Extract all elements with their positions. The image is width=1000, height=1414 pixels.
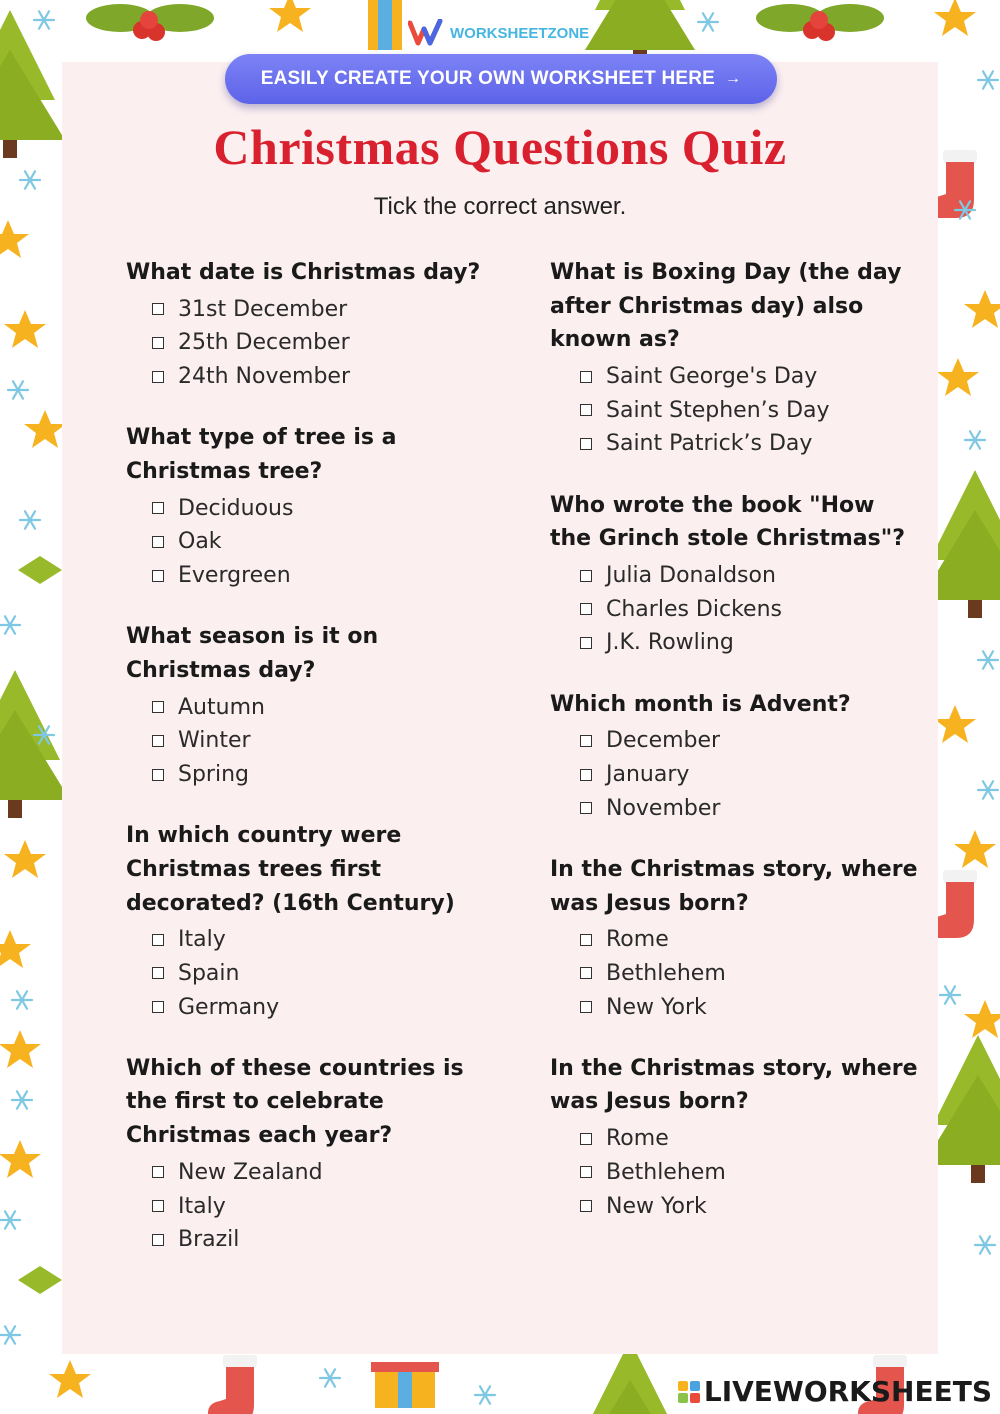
worksheetzone-logo [408, 18, 589, 48]
checkbox-icon[interactable] [580, 769, 592, 781]
checkbox-icon[interactable] [580, 404, 592, 416]
question-block [550, 688, 920, 825]
option-label: Charles Dickens [606, 596, 782, 622]
answer-option[interactable] [550, 427, 920, 461]
answer-option[interactable] [126, 724, 506, 758]
liveworksheets-text: LIVEWORKSHEETS [703, 1375, 992, 1408]
question-block [126, 620, 506, 791]
answer-option[interactable] [126, 293, 506, 327]
answer-option[interactable] [126, 326, 506, 360]
answer-option[interactable] [550, 923, 920, 957]
left-question-column [126, 256, 506, 1284]
answer-option[interactable] [550, 990, 920, 1024]
answer-options [550, 360, 920, 461]
answer-options [126, 492, 506, 593]
answer-option[interactable] [126, 525, 506, 559]
create-worksheet-button[interactable] [225, 54, 777, 104]
answer-option[interactable] [550, 393, 920, 427]
option-label: New York [606, 994, 707, 1020]
checkbox-icon[interactable] [152, 371, 164, 383]
answer-options [126, 923, 506, 1024]
checkbox-icon[interactable] [580, 637, 592, 649]
answer-option[interactable] [126, 360, 506, 394]
checkbox-icon[interactable] [580, 735, 592, 747]
question-block [126, 256, 506, 393]
option-label: 24th November [178, 364, 351, 390]
option-label: Spring [178, 762, 249, 788]
checkbox-icon[interactable] [580, 1133, 592, 1145]
answer-option[interactable] [550, 1189, 920, 1223]
checkbox-icon[interactable] [152, 1001, 164, 1013]
option-label: Italy [178, 1193, 226, 1219]
question-text: In the Christmas story, where was Jesus born? [550, 1055, 918, 1115]
option-label: Deciduous [178, 495, 294, 521]
answer-option[interactable] [126, 1223, 506, 1257]
option-label: Rome [606, 927, 669, 953]
option-label: Winter [178, 728, 251, 754]
answer-options [550, 1122, 920, 1223]
answer-option[interactable] [126, 1189, 506, 1223]
checkbox-icon[interactable] [152, 701, 164, 713]
liveworksheets-logo-icon [678, 1381, 700, 1403]
answer-option[interactable] [550, 791, 920, 825]
question-block [550, 1052, 920, 1223]
option-label: New Zealand [178, 1159, 323, 1185]
checkbox-icon[interactable] [152, 502, 164, 514]
checkbox-icon[interactable] [152, 337, 164, 349]
checkbox-icon[interactable] [152, 735, 164, 747]
option-label: Germany [178, 994, 280, 1020]
checkbox-icon[interactable] [580, 1166, 592, 1178]
checkbox-icon[interactable] [580, 1200, 592, 1212]
checkbox-icon[interactable] [152, 1166, 164, 1178]
option-label: Saint Stephen’s Day [606, 397, 830, 423]
worksheetzone-logo-icon [408, 19, 444, 47]
answer-option[interactable] [126, 691, 506, 725]
answer-option[interactable] [550, 592, 920, 626]
option-label: January [606, 762, 690, 788]
option-label: Bethlehem [606, 1159, 726, 1185]
question-text: What is Boxing Day (the day after Christmas day) also known as? [550, 260, 902, 353]
option-label: November [606, 795, 721, 821]
question-block [550, 489, 920, 660]
answer-option[interactable] [550, 1156, 920, 1190]
option-label: Italy [178, 927, 226, 953]
logo-text: WORKSHEETZONE [450, 24, 590, 42]
question-block [126, 421, 506, 592]
question-text: What season is it on Christmas day? [126, 624, 379, 683]
question-block [550, 853, 920, 1024]
answer-option[interactable] [126, 923, 506, 957]
answer-option[interactable] [550, 957, 920, 991]
answer-options [126, 293, 506, 394]
answer-options [126, 691, 506, 792]
answer-option[interactable] [126, 758, 506, 792]
question-text: In the Christmas story, where was Jesus born? [550, 856, 918, 916]
option-label: New York [606, 1193, 707, 1219]
answer-option[interactable] [550, 1122, 920, 1156]
answer-options [126, 1156, 506, 1257]
checkbox-icon[interactable] [152, 967, 164, 979]
question-block [550, 256, 920, 461]
checkbox-icon[interactable] [580, 603, 592, 615]
checkbox-icon[interactable] [152, 303, 164, 315]
answer-option[interactable] [126, 1156, 506, 1190]
question-text: What type of tree is a Christmas tree? [126, 425, 397, 484]
checkbox-icon[interactable] [152, 1200, 164, 1212]
checkbox-icon[interactable] [580, 802, 592, 814]
option-label: Rome [606, 1126, 669, 1152]
checkbox-icon[interactable] [580, 1001, 592, 1013]
question-text: Which month is Advent? [550, 691, 851, 717]
answer-options [550, 559, 920, 660]
answer-option[interactable] [550, 758, 920, 792]
checkbox-icon[interactable] [580, 438, 592, 450]
checkbox-icon[interactable] [580, 371, 592, 383]
answer-option[interactable] [550, 626, 920, 660]
worksheet-instruction: Tick the correct answer. [373, 193, 627, 220]
option-label: 25th December [178, 330, 350, 356]
question-block [126, 1052, 506, 1257]
option-label: 31st December [178, 296, 348, 322]
answer-option[interactable] [126, 990, 506, 1024]
answer-option[interactable] [126, 957, 506, 991]
answer-options [550, 923, 920, 1024]
checkbox-icon[interactable] [152, 536, 164, 548]
question-text: In which country were Christmas trees first decorated? (16th Century) [126, 823, 455, 916]
question-text: Which of these countries is the first to celebrate Christmas each year? [126, 1055, 464, 1149]
option-label: Saint George's Day [606, 364, 818, 390]
checkbox-icon[interactable] [580, 934, 592, 946]
question-text: Who wrote the book "How the Grinch stole Christmas"? [550, 492, 905, 552]
liveworksheets-logo [678, 1375, 992, 1408]
worksheet-title: Christmas Questions Quiz [213, 119, 787, 175]
option-label: Saint Patrick’s Day [606, 431, 813, 457]
question-block [126, 819, 506, 1024]
option-label: Autumn [178, 694, 265, 720]
arrow-right-icon: → [725, 70, 742, 87]
checkbox-icon[interactable] [580, 967, 592, 979]
checkbox-icon[interactable] [152, 570, 164, 582]
answer-option[interactable] [550, 559, 920, 593]
option-label: Bethlehem [606, 960, 726, 986]
answer-option[interactable] [126, 559, 506, 593]
checkbox-icon[interactable] [152, 769, 164, 781]
option-label: Julia Donaldson [606, 563, 776, 589]
answer-option[interactable] [550, 360, 920, 394]
option-label: Evergreen [178, 563, 291, 589]
right-question-column [550, 256, 920, 1251]
option-label: Oak [178, 529, 222, 555]
option-label: December [606, 728, 721, 754]
answer-options [550, 724, 920, 825]
answer-option[interactable] [126, 492, 506, 526]
create-worksheet-label: EASILY CREATE YOUR OWN WORKSHEET HERE [260, 68, 716, 89]
question-text: What date is Christmas day? [126, 260, 481, 285]
checkbox-icon[interactable] [152, 1234, 164, 1246]
checkbox-icon[interactable] [580, 570, 592, 582]
answer-option[interactable] [550, 724, 920, 758]
option-label: J.K. Rowling [606, 630, 734, 656]
option-label: Spain [178, 960, 240, 986]
option-label: Brazil [178, 1227, 240, 1253]
checkbox-icon[interactable] [152, 934, 164, 946]
